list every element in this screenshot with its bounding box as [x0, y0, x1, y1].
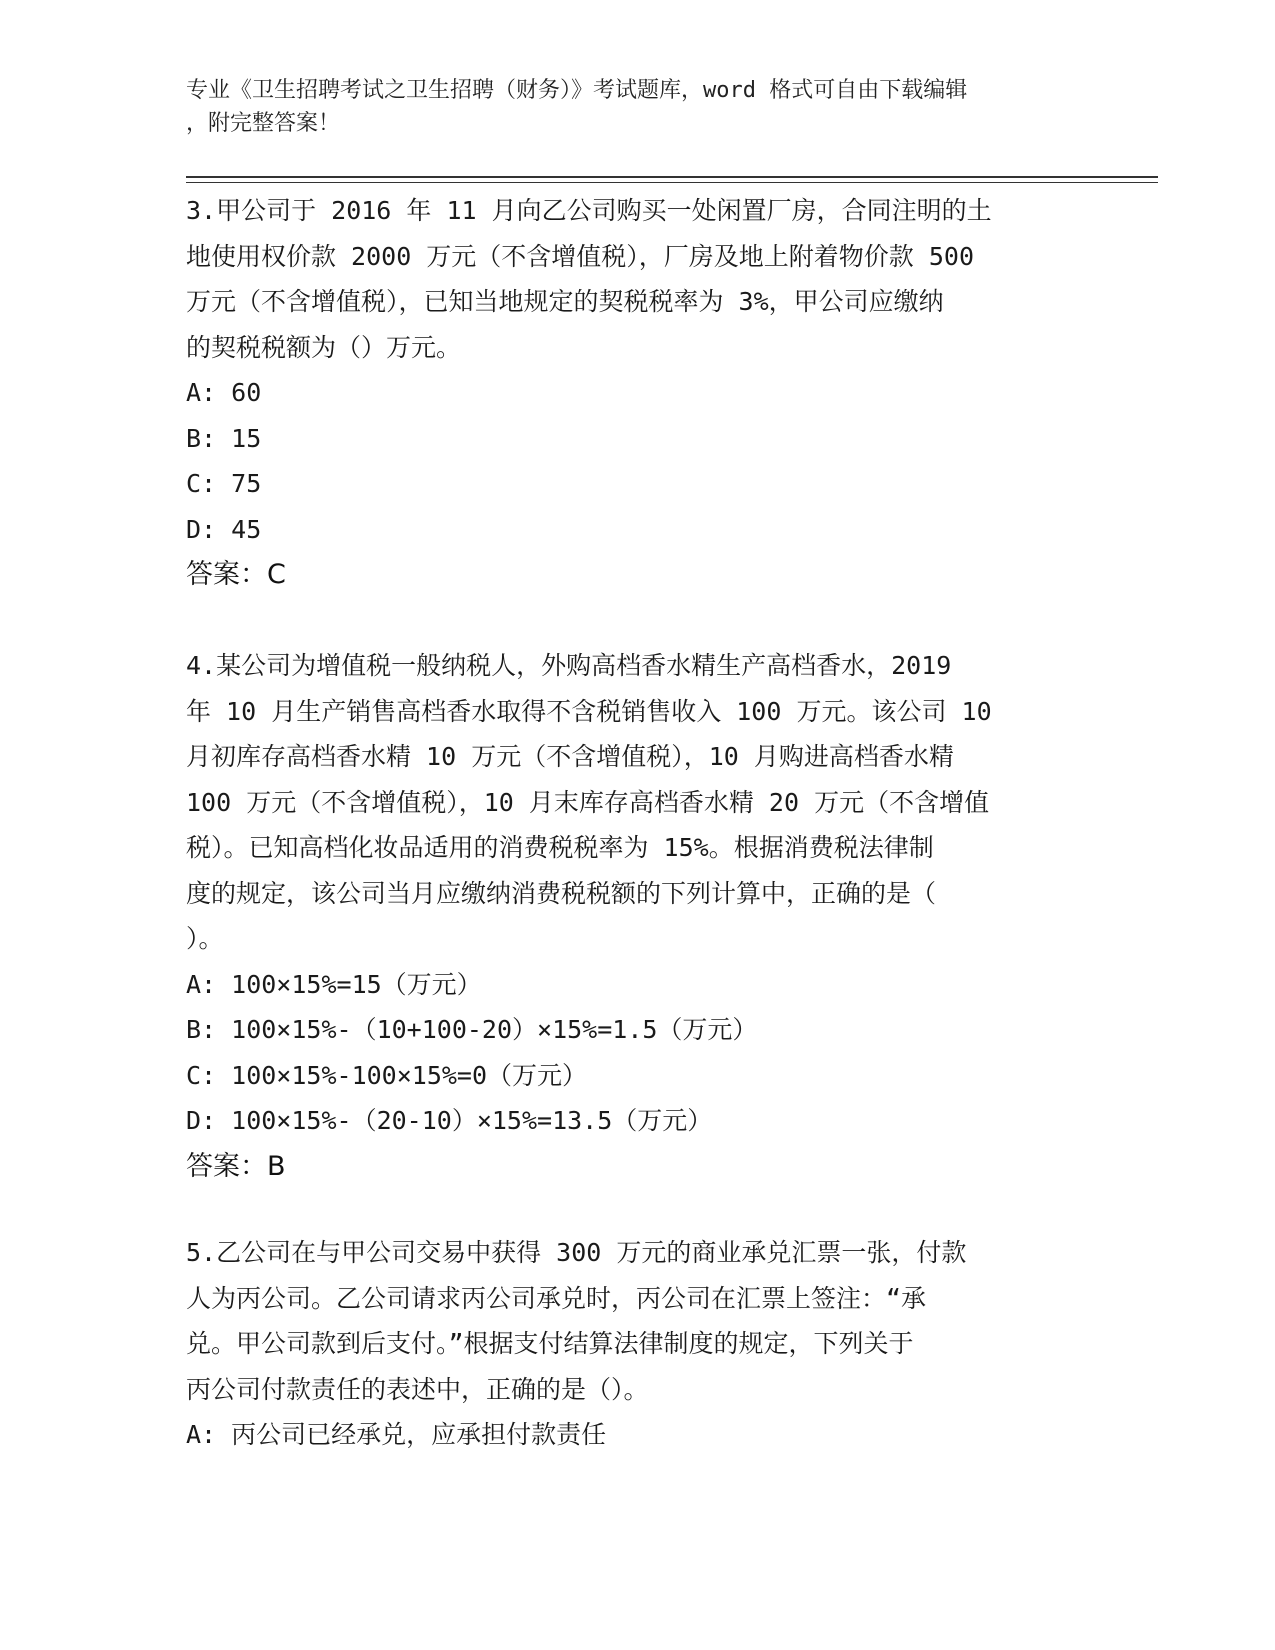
option-d: D: 100×15%-（20-10）×15%=13.5（万元）	[186, 1106, 713, 1135]
header-divider-thin	[186, 182, 1158, 183]
answer-line: 答案：B	[186, 1150, 286, 1182]
question-stem-line: 3.甲公司于 2016 年 11 月向乙公司购买一处闲置厂房，合同注明的土	[186, 196, 992, 225]
question-stem-line: ）。	[186, 924, 224, 953]
question-stem-line: 地使用权价款 2000 万元（不含增值税），厂房及地上附着物价款 500	[186, 241, 975, 271]
option-c: C: 100×15%-100×15%=0（万元）	[186, 1060, 588, 1090]
question-stem-line: 丙公司付款责任的表述中，正确的是（）。	[186, 1374, 649, 1404]
question-stem-line: 度的规定，该公司当月应缴纳消费税税额的下列计算中，正确的是（	[186, 878, 937, 908]
option-b: B: 100×15%-（10+100-20）×15%=1.5（万元）	[186, 1015, 758, 1044]
question-block	[186, 188, 1086, 598]
question-stem-line: 万元（不含增值税），已知当地规定的契税税率为 3%，甲公司应缴纳	[186, 287, 944, 316]
option-a: A: 丙公司已经承兑，应承担付款责任	[186, 1420, 607, 1449]
question-stem-line: 100 万元（不含增值税），10 月末库存高档香水精 20 万元（不含增值	[186, 787, 990, 817]
question-stem-line: 人为丙公司。乙公司请求丙公司承兑时，丙公司在汇票上签注：“承	[186, 1283, 927, 1313]
question-block	[186, 1230, 1086, 1458]
question-stem-line: 兑。甲公司款到后支付。”根据支付结算法律制度的规定，下列关于	[186, 1329, 914, 1358]
header-line: ，附完整答案！	[186, 111, 341, 136]
header-divider	[186, 176, 1158, 178]
option-a: A: 60	[186, 378, 262, 407]
question-stem-line: 税）。已知高档化妆品适用的消费税税率为 15%。根据消费税法律制	[186, 833, 934, 862]
question-stem-line: 年 10 月生产销售高档香水取得不含税销售收入 100 万元。该公司 10	[186, 696, 992, 726]
question-stem-line: 5.乙公司在与甲公司交易中获得 300 万元的商业承兑汇票一张，付款	[186, 1238, 967, 1267]
option-a: A: 100×15%=15（万元）	[186, 969, 482, 999]
question-stem-line: 4.某公司为增值税一般纳税人，外购高档香水精生产高档香水，2019	[186, 651, 952, 680]
option-d: D: 45	[186, 514, 262, 544]
option-b: B: 15	[186, 423, 262, 453]
option-c: C: 75	[186, 469, 262, 498]
question-block	[186, 643, 1086, 1189]
question-stem-line: 的契税税额为（）万元。	[186, 332, 462, 362]
document-header	[186, 74, 1086, 140]
header-line: 专业《卫生招聘考试之卫生招聘（财务）》考试题库，word 格式可自由下载编辑	[186, 78, 968, 103]
question-stem-line: 月初库存高档香水精 10 万元（不含增值税），10 月购进高档香水精	[186, 742, 954, 771]
answer-line: 答案：C	[186, 559, 286, 590]
